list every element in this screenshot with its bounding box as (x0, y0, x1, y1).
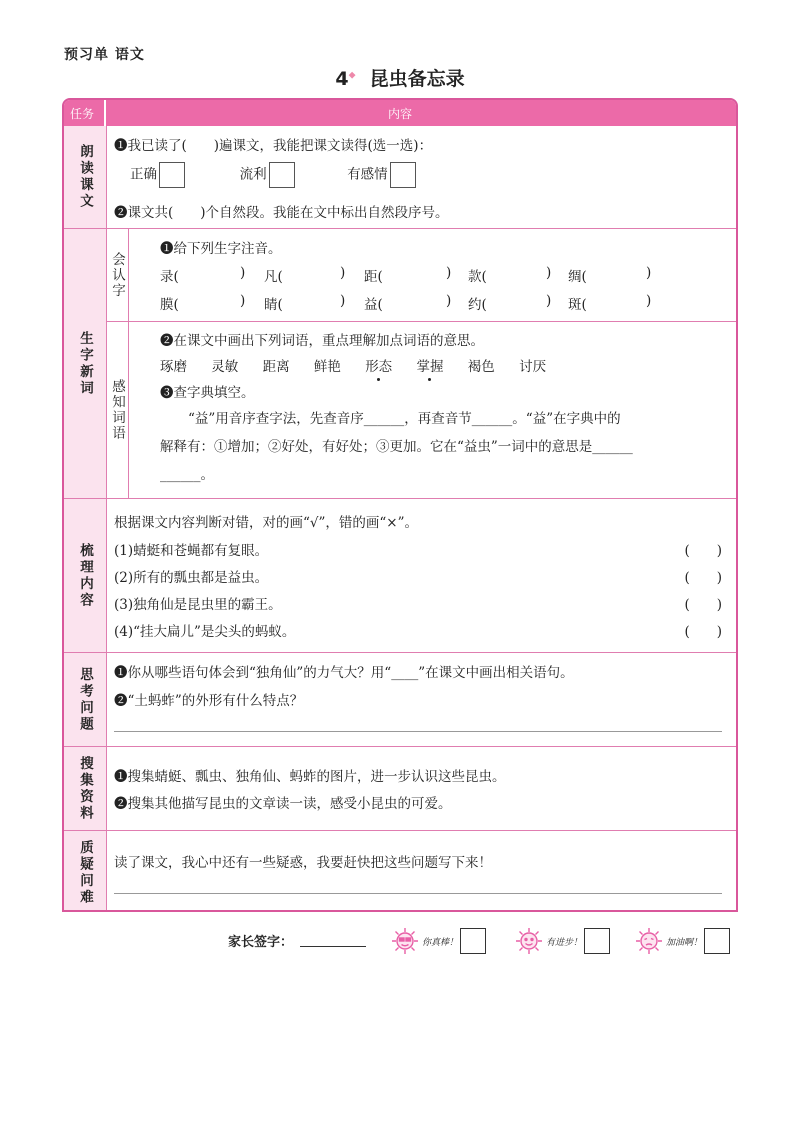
label-read: 朗读课文 (64, 126, 107, 228)
word-list (160, 355, 566, 375)
sort-intro: 根据课文内容判断对错，对的画“√”，错的画“×”。 (114, 515, 419, 531)
sun-face-icon (514, 926, 544, 956)
char-paren-close: ) (240, 265, 246, 281)
judge-answer-box[interactable]: ( ) (684, 570, 722, 586)
word-item-dotted: 掌握 (416, 355, 443, 375)
collect-item-2: ❷搜集其他描写昆虫的文章读一读，感受小昆虫的可爱。 (114, 796, 452, 812)
judge-item-2: (2)所有的瓢虫都是益虫。 ( ) (114, 566, 728, 586)
answer-line[interactable] (114, 731, 722, 732)
section-collect (64, 746, 736, 830)
sun-face-icon (634, 926, 664, 956)
char-paren-close: ) (340, 293, 346, 309)
parent-signature-label: 家长签字： (228, 935, 294, 950)
header-divider (104, 100, 106, 126)
header-subject: 预习单 语文 (64, 47, 145, 63)
stamp-progress-box[interactable] (584, 928, 610, 954)
doubt-text: 读了课文，我心中还有一些疑惑，我要赶快把这些问题写下来！ (114, 855, 492, 871)
stamp-cheer-text: 加油啊！ (666, 937, 703, 948)
lesson-title: 昆虫备忘录 (369, 68, 465, 90)
read-line-2: ❷课文共( )个自然段。我能在文中标出自然段序号。 (114, 205, 449, 221)
page-title (0, 64, 800, 91)
judge-answer-box[interactable]: ( ) (684, 597, 722, 613)
judge-item-3: (3)独角仙是昆虫里的霸王。 ( ) (114, 593, 728, 613)
word-item: 距离 (262, 359, 290, 375)
label-think: 思考问题 (64, 653, 107, 746)
judge-item-4: (4)“挂大扁儿”是尖头的蚂蚁。 ( ) (114, 620, 728, 640)
char-paren-close: ) (240, 293, 246, 309)
char-item: 益( (364, 297, 383, 313)
judge-item-1: (1)蜻蜓和苍蝇都有复眼。 ( ) (114, 539, 728, 559)
label-words: 生字新词 (64, 229, 107, 498)
char-paren-close: ) (340, 265, 346, 281)
stamp-great-box[interactable] (460, 928, 486, 954)
checkbox-emotion[interactable] (390, 162, 416, 188)
char-paren-close: ) (446, 265, 452, 281)
judge-answer-box[interactable]: ( ) (684, 624, 722, 640)
dict-intro: ❸查字典填空。 (160, 385, 255, 401)
checkbox-fluent[interactable] (269, 162, 295, 188)
stamp-great (390, 926, 486, 956)
stamp-great-text: 你真棒！ (422, 937, 459, 948)
stamp-cheer (634, 926, 730, 956)
char-item: 凡( (264, 269, 283, 285)
footer (0, 924, 800, 958)
table-header (64, 100, 736, 126)
section-words (64, 228, 736, 498)
sublabel-perceive: 感知词语 (106, 321, 129, 499)
label-sort: 梳理内容 (64, 499, 107, 652)
parent-signature-line[interactable] (300, 946, 366, 947)
stamp-progress (514, 926, 610, 956)
option-emotion: 有感情 (347, 166, 388, 183)
lesson-number: 4◆ (335, 68, 356, 90)
answer-line[interactable] (114, 893, 722, 894)
char-item: 斑( (568, 297, 587, 313)
char-item: 距( (364, 269, 383, 285)
collect-item-1: ❶搜集蜻蜓、瓢虫、独角仙、蚂蚱的图片，进一步认识这些昆虫。 (114, 769, 506, 785)
perceive-intro: ❷在课文中画出下列词语，重点理解加点词语的意思。 (160, 333, 484, 349)
char-paren-close: ) (646, 265, 652, 281)
checkbox-correct[interactable] (159, 162, 185, 188)
section-read (64, 126, 736, 228)
think-q1: ❶你从哪些语句体会到“独角仙”的力气大？用“____”在课文中画出相关语句。 (114, 665, 574, 681)
char-paren-close: ) (646, 293, 652, 309)
stamp-progress-text: 有进步！ (546, 937, 583, 948)
stamp-cheer-box[interactable] (704, 928, 730, 954)
header-content: 内容 (387, 107, 412, 121)
dict-line-3: ______。 (160, 467, 214, 483)
sublabel-recognize: 会认字 (106, 229, 129, 321)
char-paren-close: ) (546, 265, 552, 281)
word-item: 讨厌 (519, 359, 547, 375)
option-correct: 正确 (130, 166, 157, 183)
worksheet-table (62, 98, 738, 912)
char-item: 膜( (160, 297, 179, 313)
read-options (130, 162, 416, 188)
char-item: 录( (160, 269, 179, 285)
char-item: 绸( (568, 269, 587, 285)
word-item: 琢磨 (160, 359, 187, 375)
label-doubt: 质疑问难 (64, 831, 107, 912)
char-item: 约( (468, 297, 487, 313)
header-task: 任务 (70, 107, 95, 121)
section-doubt (64, 830, 736, 912)
dict-line-1: “益”用音序查字法，先查音序______，再查音节______。“益”在字典中的 (188, 411, 621, 427)
word-item: 鲜艳 (313, 359, 341, 375)
char-item: 款( (468, 269, 487, 285)
word-item-dotted: 形态 (365, 355, 392, 375)
label-collect: 搜集资料 (64, 747, 107, 830)
word-item: 褐色 (467, 359, 495, 375)
dict-line-2: 解释有：①增加；②好处，有好处；③更加。它在“益虫”一词中的意思是______ (160, 439, 633, 455)
word-item: 灵敏 (211, 359, 239, 375)
judge-answer-box[interactable]: ( ) (684, 543, 722, 559)
section-think (64, 652, 736, 746)
read-line-1: ❶我已读了( )遍课文，我能把课文读得(选一选)： (114, 138, 433, 154)
char-item: 睛( (264, 297, 283, 313)
think-q2: ❷“土蚂蚱”的外形有什么特点？ (114, 693, 304, 709)
char-paren-close: ) (546, 293, 552, 309)
char-paren-close: ) (446, 293, 452, 309)
sun-face-icon (390, 926, 420, 956)
recognize-intro: ❶给下列生字注音。 (160, 241, 282, 257)
option-fluent: 流利 (239, 166, 267, 183)
section-sort (64, 498, 736, 652)
